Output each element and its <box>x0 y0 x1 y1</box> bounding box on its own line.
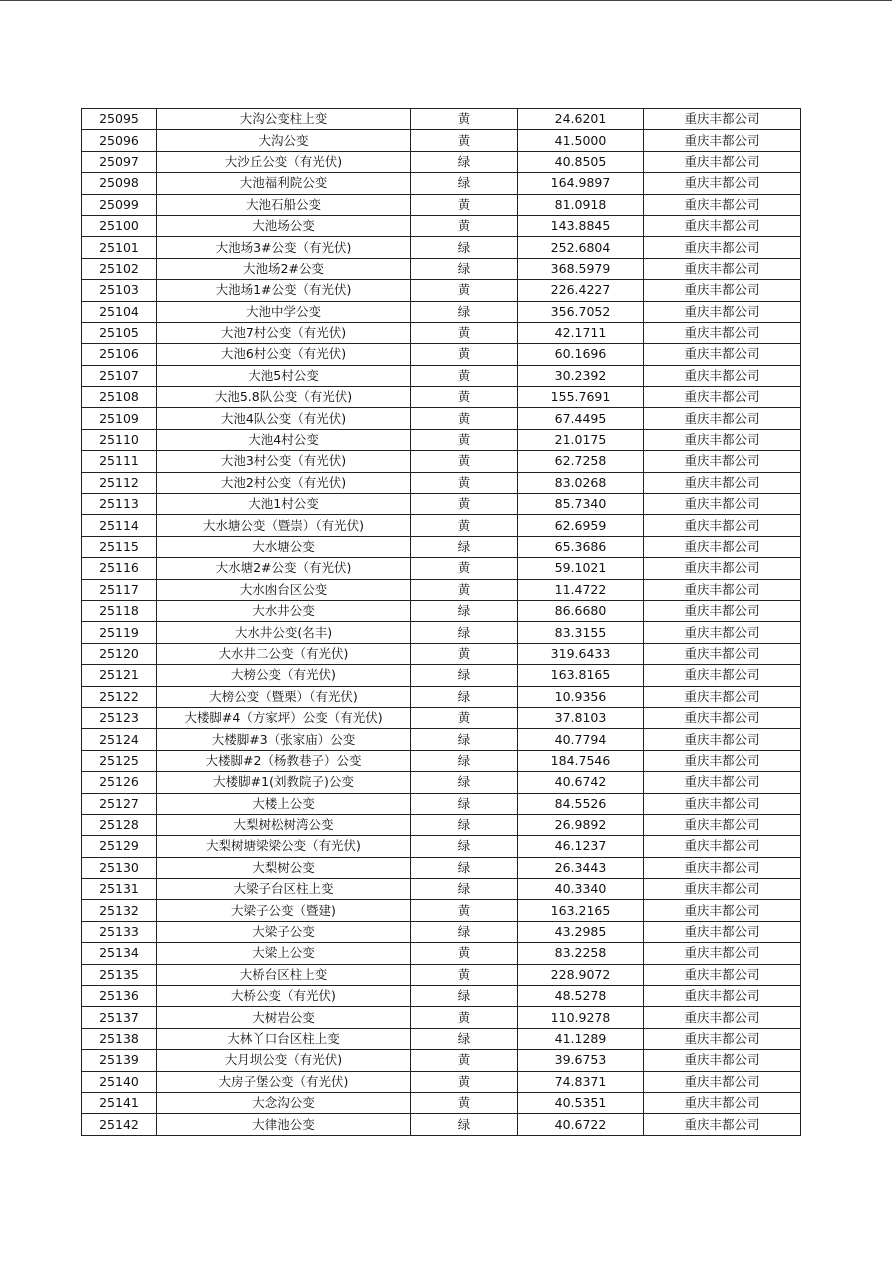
value-cell: 37.8103 <box>518 707 644 728</box>
value-cell: 26.9892 <box>518 814 644 835</box>
value-cell: 40.6722 <box>518 1114 644 1135</box>
company-cell: 重庆丰都公司 <box>644 986 801 1007</box>
value-cell: 83.0268 <box>518 472 644 493</box>
value-cell: 40.8505 <box>518 151 644 172</box>
level-cell: 黄 <box>411 322 518 343</box>
level-cell: 黄 <box>411 280 518 301</box>
value-cell: 40.6742 <box>518 772 644 793</box>
value-cell: 67.4495 <box>518 408 644 429</box>
name-cell: 大沟公变 <box>157 130 411 151</box>
level-cell: 绿 <box>411 173 518 194</box>
value-cell: 41.5000 <box>518 130 644 151</box>
id-cell: 25128 <box>82 814 157 835</box>
name-cell: 大池5村公变 <box>157 365 411 386</box>
company-cell: 重庆丰都公司 <box>644 579 801 600</box>
name-cell: 大水井二公变（有光伏) <box>157 643 411 664</box>
company-cell: 重庆丰都公司 <box>644 215 801 236</box>
company-cell: 重庆丰都公司 <box>644 943 801 964</box>
company-cell: 重庆丰都公司 <box>644 729 801 750</box>
table-row <box>82 943 801 964</box>
name-cell: 大水塘公变 <box>157 536 411 557</box>
table-row <box>82 365 801 386</box>
level-cell: 绿 <box>411 879 518 900</box>
name-cell: 大月坝公变（有光伏) <box>157 1050 411 1071</box>
company-cell: 重庆丰都公司 <box>644 515 801 536</box>
value-cell: 40.7794 <box>518 729 644 750</box>
value-cell: 39.6753 <box>518 1050 644 1071</box>
name-cell: 大桥公变（有光伏) <box>157 986 411 1007</box>
company-cell: 重庆丰都公司 <box>644 365 801 386</box>
table-row <box>82 772 801 793</box>
name-cell: 大梁子台区柱上变 <box>157 879 411 900</box>
id-cell: 25137 <box>82 1007 157 1028</box>
value-cell: 226.4227 <box>518 280 644 301</box>
table-row <box>82 750 801 771</box>
table-row <box>82 1114 801 1135</box>
company-cell: 重庆丰都公司 <box>644 387 801 408</box>
name-cell: 大水塘公变（暨崇）（有光伏) <box>157 515 411 536</box>
company-cell: 重庆丰都公司 <box>644 1028 801 1049</box>
company-cell: 重庆丰都公司 <box>644 322 801 343</box>
table-row <box>82 472 801 493</box>
name-cell: 大树岩公变 <box>157 1007 411 1028</box>
value-cell: 62.7258 <box>518 451 644 472</box>
company-cell: 重庆丰都公司 <box>644 536 801 557</box>
company-cell: 重庆丰都公司 <box>644 814 801 835</box>
id-cell: 25107 <box>82 365 157 386</box>
table-row <box>82 622 801 643</box>
name-cell: 大池5.8队公变（有光伏) <box>157 387 411 408</box>
value-cell: 65.3686 <box>518 536 644 557</box>
name-cell: 大沙丘公变（有光伏) <box>157 151 411 172</box>
table-row <box>82 258 801 279</box>
name-cell: 大池场1#公变（有光伏) <box>157 280 411 301</box>
name-cell: 大水凼台区公变 <box>157 579 411 600</box>
value-cell: 164.9897 <box>518 173 644 194</box>
company-cell: 重庆丰都公司 <box>644 921 801 942</box>
table-row <box>82 344 801 365</box>
value-cell: 43.2985 <box>518 921 644 942</box>
value-cell: 26.3443 <box>518 857 644 878</box>
value-cell: 163.2165 <box>518 900 644 921</box>
id-cell: 25114 <box>82 515 157 536</box>
id-cell: 25101 <box>82 237 157 258</box>
table-row <box>82 900 801 921</box>
level-cell: 黄 <box>411 365 518 386</box>
value-cell: 155.7691 <box>518 387 644 408</box>
level-cell: 黄 <box>411 515 518 536</box>
table-row <box>82 109 801 130</box>
table-row <box>82 194 801 215</box>
level-cell: 绿 <box>411 986 518 1007</box>
name-cell: 大池7村公变（有光伏) <box>157 322 411 343</box>
table-row <box>82 558 801 579</box>
id-cell: 25104 <box>82 301 157 322</box>
value-cell: 252.6804 <box>518 237 644 258</box>
level-cell: 绿 <box>411 857 518 878</box>
company-cell: 重庆丰都公司 <box>644 686 801 707</box>
id-cell: 25125 <box>82 750 157 771</box>
value-cell: 83.3155 <box>518 622 644 643</box>
company-cell: 重庆丰都公司 <box>644 130 801 151</box>
id-cell: 25136 <box>82 986 157 1007</box>
table-row <box>82 729 801 750</box>
level-cell: 黄 <box>411 1092 518 1113</box>
company-cell: 重庆丰都公司 <box>644 665 801 686</box>
company-cell: 重庆丰都公司 <box>644 280 801 301</box>
value-cell: 143.8845 <box>518 215 644 236</box>
company-cell: 重庆丰都公司 <box>644 1007 801 1028</box>
company-cell: 重庆丰都公司 <box>644 344 801 365</box>
name-cell: 大池1村公变 <box>157 494 411 515</box>
level-cell: 黄 <box>411 579 518 600</box>
name-cell: 大水井公变(名丰) <box>157 622 411 643</box>
company-cell: 重庆丰都公司 <box>644 707 801 728</box>
company-cell: 重庆丰都公司 <box>644 793 801 814</box>
name-cell: 大楼脚#1(刘教院子)公变 <box>157 772 411 793</box>
company-cell: 重庆丰都公司 <box>644 750 801 771</box>
value-cell: 62.6959 <box>518 515 644 536</box>
table-row <box>82 921 801 942</box>
company-cell: 重庆丰都公司 <box>644 408 801 429</box>
level-cell: 绿 <box>411 665 518 686</box>
level-cell: 黄 <box>411 429 518 450</box>
name-cell: 大桥台区柱上变 <box>157 964 411 985</box>
id-cell: 25138 <box>82 1028 157 1049</box>
value-cell: 60.1696 <box>518 344 644 365</box>
level-cell: 黄 <box>411 130 518 151</box>
table-row <box>82 322 801 343</box>
level-cell: 黄 <box>411 1050 518 1071</box>
id-cell: 25097 <box>82 151 157 172</box>
name-cell: 大水井公变 <box>157 600 411 621</box>
value-cell: 86.6680 <box>518 600 644 621</box>
id-cell: 25118 <box>82 600 157 621</box>
name-cell: 大梨树公变 <box>157 857 411 878</box>
table-body <box>82 109 801 1136</box>
table-row <box>82 793 801 814</box>
table-row <box>82 643 801 664</box>
company-cell: 重庆丰都公司 <box>644 643 801 664</box>
table-row <box>82 1092 801 1113</box>
level-cell: 黄 <box>411 558 518 579</box>
name-cell: 大池4村公变 <box>157 429 411 450</box>
table-row <box>82 857 801 878</box>
company-cell: 重庆丰都公司 <box>644 258 801 279</box>
company-cell: 重庆丰都公司 <box>644 151 801 172</box>
company-cell: 重庆丰都公司 <box>644 900 801 921</box>
id-cell: 25109 <box>82 408 157 429</box>
value-cell: 74.8371 <box>518 1071 644 1092</box>
id-cell: 25102 <box>82 258 157 279</box>
value-cell: 83.2258 <box>518 943 644 964</box>
level-cell: 黄 <box>411 451 518 472</box>
company-cell: 重庆丰都公司 <box>644 857 801 878</box>
value-cell: 356.7052 <box>518 301 644 322</box>
company-cell: 重庆丰都公司 <box>644 472 801 493</box>
company-cell: 重庆丰都公司 <box>644 622 801 643</box>
level-cell: 绿 <box>411 600 518 621</box>
name-cell: 大池4队公变（有光伏) <box>157 408 411 429</box>
id-cell: 25120 <box>82 643 157 664</box>
level-cell: 黄 <box>411 344 518 365</box>
name-cell: 大沟公变柱上变 <box>157 109 411 130</box>
id-cell: 25131 <box>82 879 157 900</box>
level-cell: 黄 <box>411 472 518 493</box>
value-cell: 24.6201 <box>518 109 644 130</box>
id-cell: 25139 <box>82 1050 157 1071</box>
id-cell: 25142 <box>82 1114 157 1135</box>
table-row <box>82 986 801 1007</box>
name-cell: 大池场3#公变（有光伏) <box>157 237 411 258</box>
id-cell: 25096 <box>82 130 157 151</box>
level-cell: 绿 <box>411 686 518 707</box>
level-cell: 绿 <box>411 836 518 857</box>
id-cell: 25113 <box>82 494 157 515</box>
level-cell: 黄 <box>411 215 518 236</box>
id-cell: 25095 <box>82 109 157 130</box>
level-cell: 绿 <box>411 793 518 814</box>
company-cell: 重庆丰都公司 <box>644 879 801 900</box>
name-cell: 大楼脚#3（张家庙）公变 <box>157 729 411 750</box>
table-row <box>82 536 801 557</box>
level-cell: 绿 <box>411 1028 518 1049</box>
table-row <box>82 600 801 621</box>
value-cell: 368.5979 <box>518 258 644 279</box>
value-cell: 46.1237 <box>518 836 644 857</box>
name-cell: 大池场2#公变 <box>157 258 411 279</box>
id-cell: 25103 <box>82 280 157 301</box>
name-cell: 大楼脚#2（杨教巷子）公变 <box>157 750 411 771</box>
table-row <box>82 387 801 408</box>
id-cell: 25115 <box>82 536 157 557</box>
name-cell: 大梁子公变（暨建) <box>157 900 411 921</box>
value-cell: 40.3340 <box>518 879 644 900</box>
id-cell: 25116 <box>82 558 157 579</box>
company-cell: 重庆丰都公司 <box>644 964 801 985</box>
id-cell: 25135 <box>82 964 157 985</box>
company-cell: 重庆丰都公司 <box>644 494 801 515</box>
table-row <box>82 836 801 857</box>
level-cell: 黄 <box>411 494 518 515</box>
table-row <box>82 707 801 728</box>
level-cell: 绿 <box>411 814 518 835</box>
value-cell: 21.0175 <box>518 429 644 450</box>
value-cell: 85.7340 <box>518 494 644 515</box>
level-cell: 绿 <box>411 921 518 942</box>
name-cell: 大房子堡公变（有光伏) <box>157 1071 411 1092</box>
id-cell: 25134 <box>82 943 157 964</box>
company-cell: 重庆丰都公司 <box>644 429 801 450</box>
level-cell: 黄 <box>411 1007 518 1028</box>
table-row <box>82 1050 801 1071</box>
name-cell: 大池2村公变（有光伏) <box>157 472 411 493</box>
id-cell: 25117 <box>82 579 157 600</box>
id-cell: 25111 <box>82 451 157 472</box>
level-cell: 黄 <box>411 900 518 921</box>
name-cell: 大池3村公变（有光伏) <box>157 451 411 472</box>
name-cell: 大池中学公变 <box>157 301 411 322</box>
level-cell: 绿 <box>411 536 518 557</box>
company-cell: 重庆丰都公司 <box>644 558 801 579</box>
name-cell: 大池石船公变 <box>157 194 411 215</box>
table-row <box>82 879 801 900</box>
level-cell: 黄 <box>411 194 518 215</box>
name-cell: 大梨树塘梁梁公变（有光伏) <box>157 836 411 857</box>
name-cell: 大水塘2#公变（有光伏) <box>157 558 411 579</box>
company-cell: 重庆丰都公司 <box>644 600 801 621</box>
id-cell: 25105 <box>82 322 157 343</box>
table-row <box>82 579 801 600</box>
value-cell: 40.5351 <box>518 1092 644 1113</box>
value-cell: 84.5526 <box>518 793 644 814</box>
id-cell: 25119 <box>82 622 157 643</box>
table-row <box>82 215 801 236</box>
level-cell: 黄 <box>411 387 518 408</box>
name-cell: 大池场公变 <box>157 215 411 236</box>
value-cell: 319.6433 <box>518 643 644 664</box>
table-row <box>82 964 801 985</box>
level-cell: 黄 <box>411 408 518 429</box>
table-row <box>82 408 801 429</box>
table-row <box>82 515 801 536</box>
company-cell: 重庆丰都公司 <box>644 173 801 194</box>
id-cell: 25123 <box>82 707 157 728</box>
level-cell: 绿 <box>411 258 518 279</box>
table-row <box>82 686 801 707</box>
value-cell: 41.1289 <box>518 1028 644 1049</box>
name-cell: 大楼脚#4（方家坪）公变（有光伏) <box>157 707 411 728</box>
id-cell: 25121 <box>82 665 157 686</box>
company-cell: 重庆丰都公司 <box>644 109 801 130</box>
value-cell: 59.1021 <box>518 558 644 579</box>
table-row <box>82 814 801 835</box>
level-cell: 黄 <box>411 943 518 964</box>
company-cell: 重庆丰都公司 <box>644 451 801 472</box>
table-row <box>82 173 801 194</box>
id-cell: 25099 <box>82 194 157 215</box>
id-cell: 25130 <box>82 857 157 878</box>
name-cell: 大梨树松树湾公变 <box>157 814 411 835</box>
value-cell: 48.5278 <box>518 986 644 1007</box>
value-cell: 110.9278 <box>518 1007 644 1028</box>
value-cell: 10.9356 <box>518 686 644 707</box>
value-cell: 163.8165 <box>518 665 644 686</box>
level-cell: 绿 <box>411 622 518 643</box>
table-row <box>82 151 801 172</box>
table-row <box>82 1007 801 1028</box>
value-cell: 42.1711 <box>518 322 644 343</box>
table-row <box>82 1028 801 1049</box>
company-cell: 重庆丰都公司 <box>644 836 801 857</box>
level-cell: 绿 <box>411 151 518 172</box>
level-cell: 绿 <box>411 750 518 771</box>
level-cell: 黄 <box>411 109 518 130</box>
name-cell: 大池6村公变（有光伏) <box>157 344 411 365</box>
id-cell: 25108 <box>82 387 157 408</box>
id-cell: 25106 <box>82 344 157 365</box>
id-cell: 25132 <box>82 900 157 921</box>
name-cell: 大池福利院公变 <box>157 173 411 194</box>
table-row <box>82 1071 801 1092</box>
company-cell: 重庆丰都公司 <box>644 772 801 793</box>
name-cell: 大梁子公变 <box>157 921 411 942</box>
company-cell: 重庆丰都公司 <box>644 301 801 322</box>
value-cell: 81.0918 <box>518 194 644 215</box>
level-cell: 黄 <box>411 1071 518 1092</box>
id-cell: 25127 <box>82 793 157 814</box>
name-cell: 大梁上公变 <box>157 943 411 964</box>
level-cell: 黄 <box>411 643 518 664</box>
name-cell: 大林丫口台区柱上变 <box>157 1028 411 1049</box>
company-cell: 重庆丰都公司 <box>644 237 801 258</box>
table-row <box>82 665 801 686</box>
name-cell: 大念沟公变 <box>157 1092 411 1113</box>
table-row <box>82 130 801 151</box>
id-cell: 25126 <box>82 772 157 793</box>
table-row <box>82 494 801 515</box>
company-cell: 重庆丰都公司 <box>644 1050 801 1071</box>
id-cell: 25098 <box>82 173 157 194</box>
table-row <box>82 301 801 322</box>
value-cell: 184.7546 <box>518 750 644 771</box>
id-cell: 25100 <box>82 215 157 236</box>
table-row <box>82 237 801 258</box>
name-cell: 大榜公变（暨栗）（有光伏) <box>157 686 411 707</box>
id-cell: 25141 <box>82 1092 157 1113</box>
id-cell: 25112 <box>82 472 157 493</box>
page-top-border <box>0 0 892 1</box>
value-cell: 11.4722 <box>518 579 644 600</box>
level-cell: 绿 <box>411 772 518 793</box>
name-cell: 大律池公变 <box>157 1114 411 1135</box>
company-cell: 重庆丰都公司 <box>644 1092 801 1113</box>
level-cell: 绿 <box>411 1114 518 1135</box>
level-cell: 绿 <box>411 729 518 750</box>
value-cell: 30.2392 <box>518 365 644 386</box>
id-cell: 25129 <box>82 836 157 857</box>
id-cell: 25133 <box>82 921 157 942</box>
level-cell: 黄 <box>411 707 518 728</box>
level-cell: 绿 <box>411 237 518 258</box>
table-row <box>82 280 801 301</box>
company-cell: 重庆丰都公司 <box>644 1071 801 1092</box>
level-cell: 黄 <box>411 964 518 985</box>
level-cell: 绿 <box>411 301 518 322</box>
name-cell: 大楼上公变 <box>157 793 411 814</box>
transformer-table <box>81 108 801 1136</box>
value-cell: 228.9072 <box>518 964 644 985</box>
table-row <box>82 429 801 450</box>
id-cell: 25122 <box>82 686 157 707</box>
name-cell: 大榜公变（有光伏) <box>157 665 411 686</box>
id-cell: 25140 <box>82 1071 157 1092</box>
company-cell: 重庆丰都公司 <box>644 1114 801 1135</box>
table-row <box>82 451 801 472</box>
company-cell: 重庆丰都公司 <box>644 194 801 215</box>
id-cell: 25124 <box>82 729 157 750</box>
id-cell: 25110 <box>82 429 157 450</box>
